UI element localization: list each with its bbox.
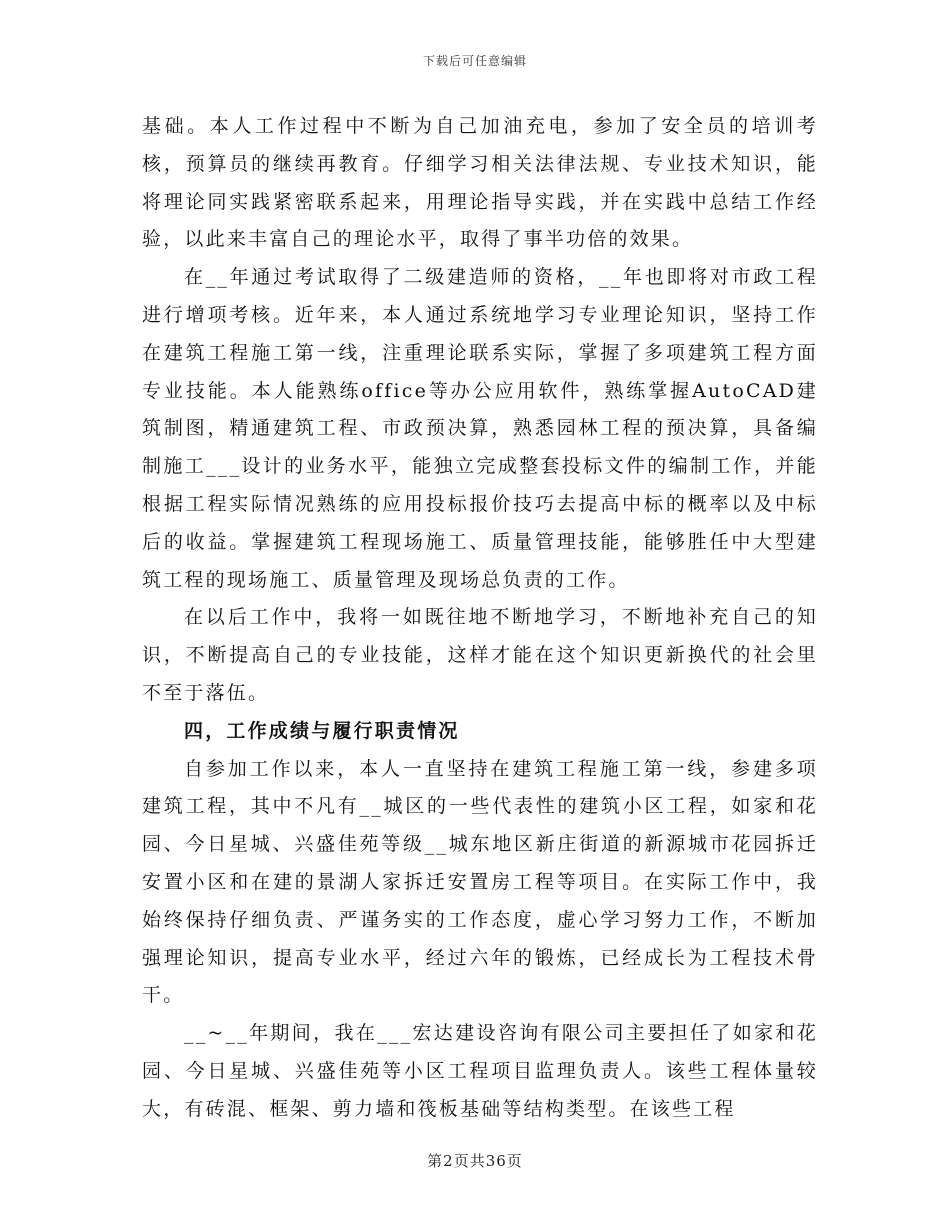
paragraph-supervision-role: __~__年期间，我在___宏达建设咨询有限公司主要担任了如家和花园、今日星城、兴盛佳苑等小区工程项目监理负责人。该些工程体量较大，有砖混、框架、剪力墙和筏板基础等结构类型。在该些工程 (142, 1022, 818, 1120)
document-body (142, 108, 818, 1129)
paragraph-continuation: 基础。本人工作过程中不断为自己加油充电，参加了安全员的培训考核，预算员的继续再教育。仔细学习相关法律法规、专业技术知识，能将理论同实践紧密联系起来，用理论指导实践，并在实践中总结工作经验，以此来丰富自己的理论水平，取得了事半功倍的效果。 (142, 115, 818, 251)
page-header: 下载后可任意编辑 (422, 54, 527, 68)
paragraph-qualifications: 在__年通过考试取得了二级建造师的资格，__年也即将对市政工程进行增项考核。近年来，本人通过系统地学习专业理论知识，坚持工作在建筑工程施工第一线，注重理论联系实际，掌握了多项建筑工程方面专业技能。本人能熟练office等办公应用软件，熟练掌握AutoCAD建筑制图，精通建筑工程、市政预决算，熟悉园林工程的预决算，具备编制施工___设计的业务水平，能独立完成整套投标文件的编制工作，并能根据工程实际情况熟练的应用投标报价技巧去提高中标的概率以及中标后的收益。掌握建筑工程现场施工、质量管理技能，能够胜任中大型建筑工程的现场施工、质量管理及现场总负责的工作。 (142, 266, 818, 591)
section-heading: 四，工作成绩与履行职责情况 (184, 719, 460, 742)
page-footer: 第2页共36页 (427, 1152, 523, 1170)
paragraph-future-learning: 在以后工作中，我将一如既往地不断地学习，不断地补充自己的知识，不断提高自己的专业技能，这样才能在这个知识更新换代的社会里不至于落伍。 (142, 606, 818, 704)
paragraph-work-achievements: 自参加工作以来，本人一直坚持在建筑工程施工第一线，参建多项建筑工程，其中不凡有__城区的一些代表性的建筑小区工程，如家和花园、今日星城、兴盛佳苑等级__城东地区新庄街道的新源城市花园拆迁安置小区和在建的景湖人家拆迁安置房工程等项目。在实际工作中，我始终保持仔细负责、严谨务实的工作态度，虚心学习努力工作，不断加强理论知识，提高专业水平，经过六年的锻炼，已经成长为工程技术骨干。 (142, 757, 818, 1007)
